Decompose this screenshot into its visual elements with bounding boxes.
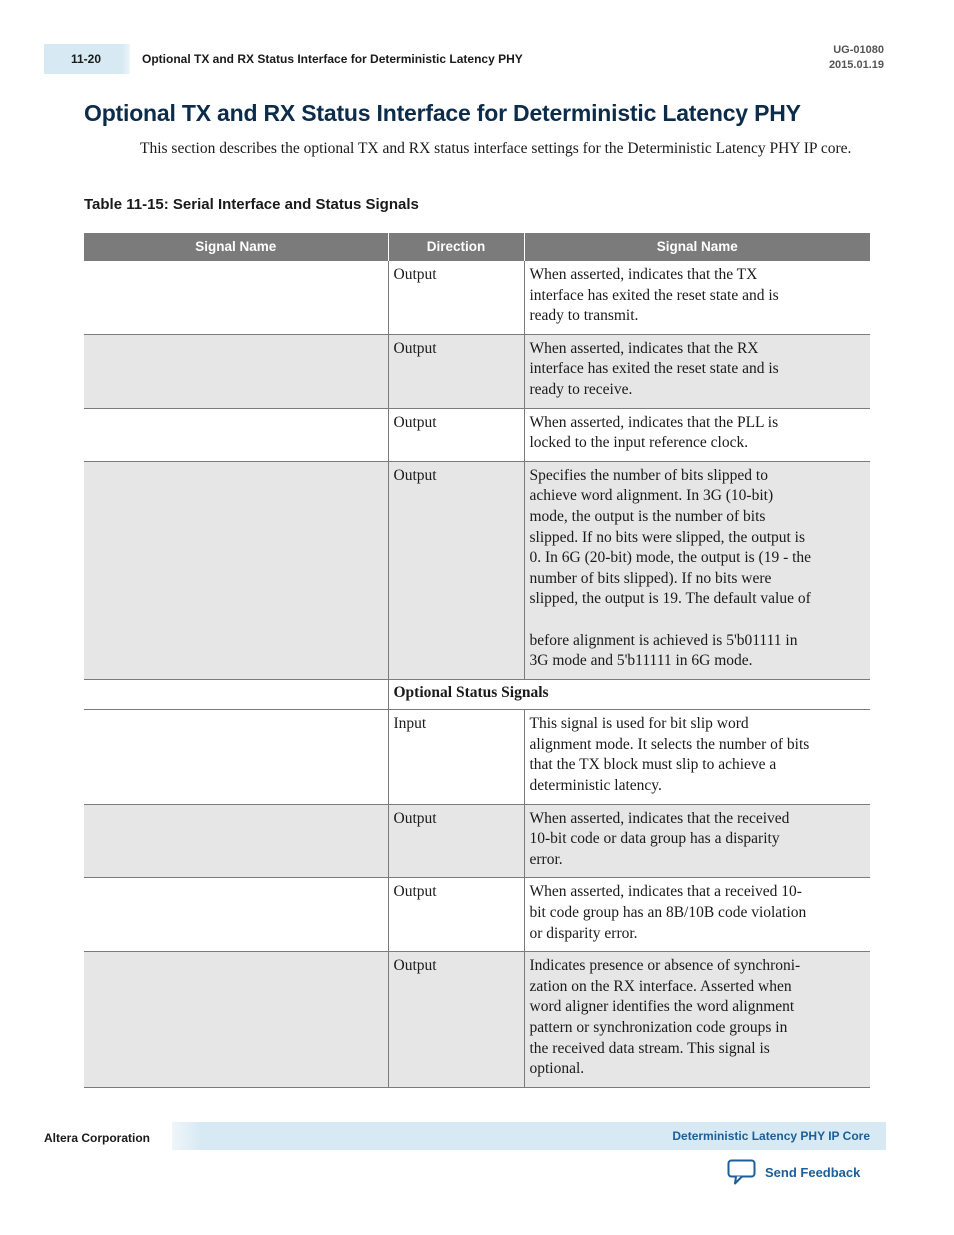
description-line: Indicates presence or absence of synchroni- [529, 957, 801, 975]
group-row [84, 679, 870, 710]
description-line: 10-bit code or data group has a disparity [529, 830, 780, 848]
col-header-signal-name: Signal Name [84, 233, 388, 261]
table-body-serial [84, 261, 870, 679]
table-row [84, 261, 870, 334]
signals-table [84, 233, 870, 1088]
doc-id: UG-01080 [833, 44, 884, 56]
signal-name-cell [84, 408, 388, 461]
direction-cell: Output [388, 461, 524, 679]
direction-cell: Output [388, 261, 524, 334]
signal-name-cell [84, 334, 388, 408]
doc-id-block [829, 43, 884, 73]
col-header-direction: Direction [388, 233, 524, 261]
table-row [84, 408, 870, 461]
description-line: 3G mode and 5'b11111 in 6G mode. [529, 652, 753, 670]
signal-name-cell [84, 952, 388, 1088]
signal-name-cell [84, 804, 388, 878]
table-body-optional [84, 710, 870, 1088]
description-cell [524, 710, 870, 804]
description-line: achieve word alignment. In 3G (10-bit) [529, 487, 774, 505]
intro-paragraph: This section describes the optional TX and RX status interface settings for the Deterministic Latency PHY IP core. [140, 140, 852, 157]
direction-cell: Input [388, 710, 524, 804]
table-row [84, 461, 870, 679]
description-line: This signal is used for bit slip word [529, 715, 749, 733]
description-cell [524, 461, 870, 679]
description-line: zation on the RX interface. Asserted when [529, 977, 792, 995]
description-line: When asserted, indicates that the PLL is [529, 413, 779, 431]
table-caption: Table 11-15: Serial Interface and Status Signals [84, 196, 419, 213]
description-line: or disparity error. [529, 924, 638, 942]
send-feedback-link[interactable] [727, 1159, 860, 1185]
description-line: When asserted, indicates that the received [529, 809, 790, 827]
description-line: interface has exited the reset state and is [529, 286, 779, 304]
description-line [530, 610, 865, 631]
page-tab-edge [122, 44, 130, 74]
table-row [84, 952, 870, 1088]
description-line: pattern or synchronization code groups in [529, 1019, 788, 1036]
group-label: Optional Status Signals [388, 679, 870, 710]
description-line: deterministic latency. [529, 777, 662, 795]
description-line: error. [529, 850, 563, 868]
description-line: slipped, the output is 19. The default value of [529, 590, 811, 608]
signal-name-cell [84, 710, 388, 804]
description-line: When asserted, indicates that the RX [529, 339, 759, 357]
direction-cell: Output [388, 804, 524, 878]
description-line: mode, the output is the number of bits [529, 507, 766, 525]
direction-cell: Output [388, 408, 524, 461]
direction-cell: Output [388, 952, 524, 1088]
description-line: slipped. If no bits were slipped, the output is [529, 528, 806, 546]
description-cell [524, 261, 870, 334]
description-line: number of bits slipped). If no bits were [529, 569, 772, 587]
direction-cell: Output [388, 878, 524, 952]
doc-date: 2015.01.19 [828, 59, 884, 71]
description-line: word aligner identifies the word alignment [529, 998, 795, 1016]
page-number: 11-20 [71, 52, 102, 66]
page-number-tab [44, 44, 130, 74]
send-feedback-label: Send Feedback [765, 1164, 861, 1180]
description-line: that the TX block must slip to achieve a [529, 756, 777, 774]
description-line: the received data stream. This signal is [529, 1039, 770, 1057]
description-line: optional. [529, 1060, 585, 1078]
table-row [84, 804, 870, 878]
speech-bubble-icon [727, 1159, 756, 1185]
signal-name-cell [84, 461, 388, 679]
description-line: ready to transmit. [529, 307, 639, 325]
description-line: 0. In 6G (20-bit) mode, the output is (19 - the [529, 549, 812, 567]
description-line: alignment mode. It selects the number of bits [529, 735, 810, 753]
col-header-description: Signal Name [524, 233, 870, 261]
footer-doc-title-link[interactable]: Deterministic Latency PHY IP Core [672, 1129, 870, 1143]
section-title: Optional TX and RX Status Interface for Deterministic Latency PHY [84, 100, 801, 126]
description-cell [524, 804, 870, 878]
description-cell [524, 878, 870, 952]
running-title: Optional TX and RX Status Interface for Deterministic Latency PHY [142, 52, 523, 66]
table-row [84, 334, 870, 408]
description-cell [524, 334, 870, 408]
signal-name-cell [84, 878, 388, 952]
description-cell [524, 952, 870, 1088]
footer-company: Altera Corporation [44, 1131, 151, 1145]
description-line: When asserted, indicates that a received 10- [529, 883, 802, 901]
description-line: locked to the input reference clock. [529, 434, 749, 452]
description-line: When asserted, indicates that the TX [529, 266, 758, 283]
description-line: Specifies the number of bits slipped to [529, 466, 768, 484]
description-line: ready to receive. [529, 380, 633, 398]
table-row [84, 878, 870, 952]
table-row [84, 710, 870, 804]
direction-cell: Output [388, 334, 524, 408]
description-cell [524, 408, 870, 461]
description-line: interface has exited the reset state and is [529, 360, 779, 378]
table-header-row [84, 233, 870, 261]
description-line: before alignment is achieved is 5'b01111 in [529, 631, 798, 649]
signal-name-cell [84, 261, 388, 334]
description-line: bit code group has an 8B/10B code violation [529, 904, 807, 922]
